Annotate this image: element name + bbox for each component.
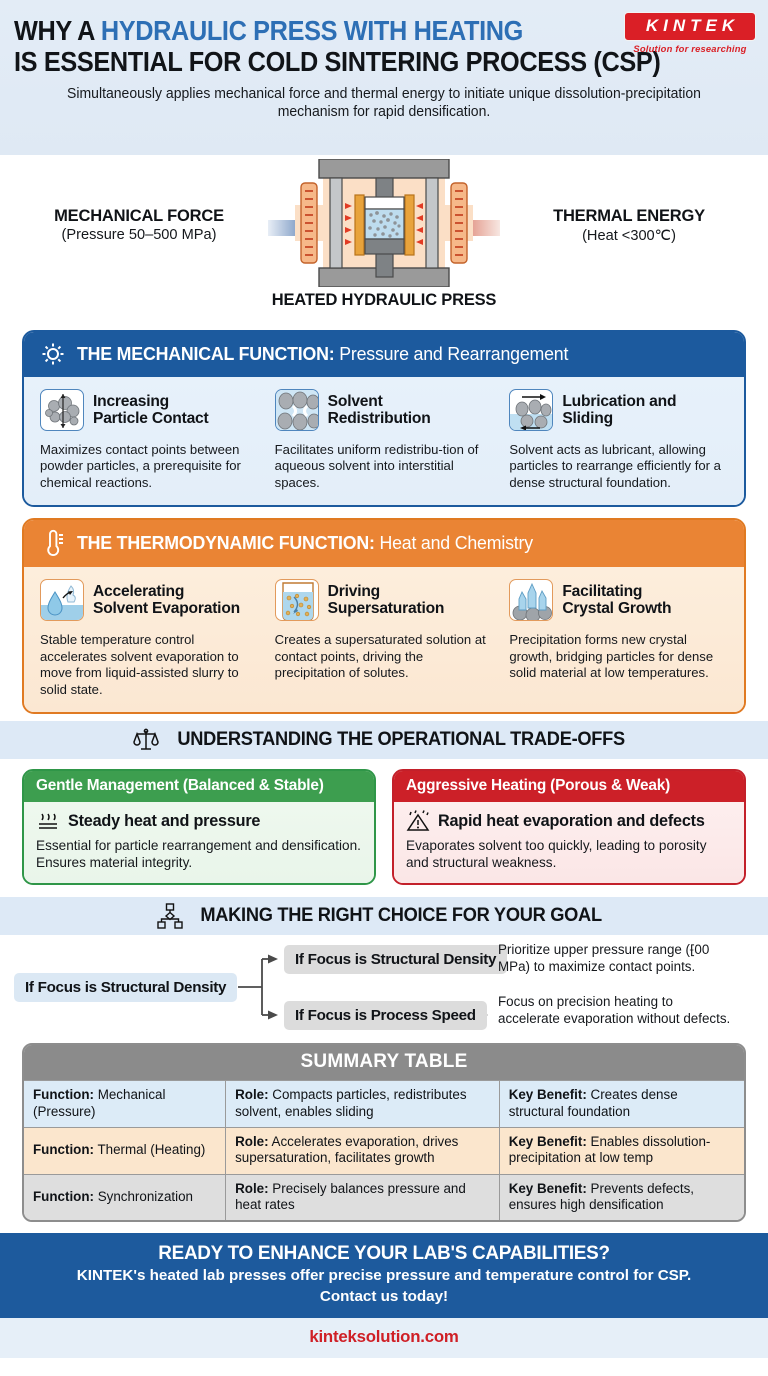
particles-cluster-icon xyxy=(40,389,84,431)
table-cell-function xyxy=(24,1128,226,1175)
table-cell-function xyxy=(24,1081,226,1128)
balance-scale-icon xyxy=(133,727,159,753)
mechanical-force-sub: (Pressure 50–500 MPa) xyxy=(61,227,217,243)
card-title-line1: Solvent xyxy=(327,392,383,410)
table-cell-benefit xyxy=(499,1174,744,1220)
cell-label: Role: xyxy=(235,1134,269,1150)
tradeoff-good-title: Steady heat and pressure xyxy=(68,811,261,830)
tradeoff-bad-header: Aggressive Heating (Porous & Weak) xyxy=(394,771,744,802)
tradeoff-good-title-row xyxy=(36,809,362,833)
thermodynamic-panel-title-rest: Heat and Chemistry xyxy=(374,532,533,554)
card-title-line1: Lubrication and xyxy=(562,392,677,410)
tradeoff-good-text: Essential for particle rearrangement and densification. Ensures material integrity. xyxy=(36,838,361,871)
decision-tree xyxy=(0,935,768,1043)
card-header xyxy=(275,577,494,623)
cell-label: Key Benefit: xyxy=(508,1134,587,1150)
card-title-line2: Crystal Growth xyxy=(562,600,672,618)
card-description: Stable temperature control accelerates solvent evaporation to move from liquid-assisted slurry to solid state. xyxy=(40,632,239,697)
tradeoffs-band xyxy=(0,721,768,759)
mechanical-panel-title-rest: Pressure and Rearrangement xyxy=(334,343,569,364)
cell-value: Creates dense structural foundation xyxy=(508,1087,678,1119)
card-accelerating-solvent-evaporation xyxy=(36,577,263,698)
card-title-line2: Particle Contact xyxy=(93,410,209,427)
card-title xyxy=(562,393,676,427)
table-cell-role xyxy=(226,1128,500,1175)
sliding-particles-icon xyxy=(509,389,553,431)
decision-branch-2-pill[interactable]: If Focus is Process Speed xyxy=(284,1001,487,1030)
page-title-line-2: IS ESSENTIAL FOR COLD SINTERING PROCESS (CSP) xyxy=(14,45,661,77)
logo-wordmark: KINTEK xyxy=(645,16,740,35)
table-cell-benefit xyxy=(499,1081,744,1128)
card-header xyxy=(509,387,728,433)
tradeoff-good-body xyxy=(24,802,374,883)
hero-diagram xyxy=(0,155,768,330)
decision-band xyxy=(0,897,768,935)
thermometer-icon xyxy=(40,529,66,557)
table-row xyxy=(24,1081,744,1128)
cell-label: Role: xyxy=(235,1180,269,1196)
tradeoff-card-gentle-management xyxy=(22,769,376,885)
card-header xyxy=(40,577,259,623)
mechanical-force-title: MECHANICAL FORCE xyxy=(54,207,224,225)
solvent-between-particles-icon xyxy=(275,389,319,431)
tradeoff-bad-title: Rapid heat evaporation and defects xyxy=(438,811,705,830)
card-description: Facilitates uniform redistribu-tion of aqueous solvent into interstitial spaces. xyxy=(274,442,479,490)
thermodynamic-function-panel xyxy=(22,518,746,714)
card-title-line1: Facilitating xyxy=(562,583,643,601)
cell-label: Key Benefit: xyxy=(508,1087,587,1103)
decision-branch-1-pill[interactable]: If Focus is Structural Density xyxy=(284,945,507,974)
cta-banner xyxy=(0,1233,768,1317)
summary-table xyxy=(22,1043,746,1222)
thermal-energy-sub: (Heat <300℃) xyxy=(582,228,676,244)
cell-label: Function: xyxy=(33,1087,94,1103)
mechanical-force-label xyxy=(14,207,264,243)
tradeoff-good-header: Gentle Management (Balanced & Stable) xyxy=(24,771,374,802)
card-driving-supersaturation xyxy=(271,577,498,698)
card-increasing-particle-contact xyxy=(36,387,263,491)
header xyxy=(0,0,768,155)
cell-label: Key Benefit: xyxy=(508,1180,587,1196)
cell-label: Function: xyxy=(33,1142,94,1158)
heated-hydraulic-press-illustration xyxy=(289,159,479,287)
kintek-logo[interactable] xyxy=(624,12,756,54)
card-title-line1: Increasing xyxy=(93,392,169,410)
tradeoffs-cards xyxy=(0,759,768,897)
tradeoff-card-aggressive-heating xyxy=(392,769,746,885)
logo-tagline: Solution for researching xyxy=(633,43,747,54)
card-solvent-redistribution xyxy=(271,387,498,491)
card-title-line1: Driving xyxy=(327,583,380,601)
card-title xyxy=(93,583,240,617)
footer xyxy=(0,1318,768,1358)
title-accent: HYDRAULIC PRESS WITH HEATING xyxy=(100,15,523,46)
cell-value: Mechanical (Pressure) xyxy=(33,1087,166,1119)
table-cell-role xyxy=(226,1174,500,1220)
mechanical-function-panel xyxy=(22,330,746,507)
thermodynamic-panel-title-bold: THE THERMODYNAMIC FUNCTION: xyxy=(77,532,375,554)
heat-waves-icon xyxy=(36,809,60,833)
mechanical-panel-title xyxy=(77,343,568,365)
page-title-line-1 xyxy=(14,16,695,47)
card-description: Solvent acts as lubricant, allowing particles to rearrange efficiently for a dense structural foundation. xyxy=(509,442,721,490)
card-title-line2: Sliding xyxy=(562,410,613,427)
thermodynamic-panel-title xyxy=(77,532,533,554)
mechanical-panel-title-bold: THE MECHANICAL FUNCTION: xyxy=(77,343,335,364)
decision-band-title: MAKING THE RIGHT CHOICE FOR YOUR GOAL xyxy=(200,905,603,927)
card-header xyxy=(275,387,494,433)
org-chart-icon xyxy=(157,903,183,929)
card-description: Precipitation forms new crystal growth, bridging particles for dense solid material at low temperatures. xyxy=(509,632,714,681)
table-row xyxy=(24,1128,744,1175)
card-title xyxy=(328,583,445,617)
card-facilitating-crystal-growth xyxy=(505,577,732,698)
thermal-energy-title: THERMAL ENERGY xyxy=(553,207,705,225)
table-row xyxy=(24,1174,744,1220)
card-title-line2: Redistribution xyxy=(327,410,431,427)
card-description: Maximizes contact points between powder particles, a prerequisite for chemical reactions. xyxy=(40,442,241,490)
decision-outcome-1: Prioritize upper pressure range (⹕00 MPa) to maximize contact points. xyxy=(498,942,710,974)
cta-subline-2: Contact us today! xyxy=(319,1287,449,1305)
tradeoff-bad-body xyxy=(394,802,744,883)
cell-value: Prevents defects, ensures high densification xyxy=(508,1180,695,1213)
cell-value: Accelerates evaporation, drives supersaturation, facilitates growth xyxy=(235,1134,459,1166)
website-url-link[interactable]: kinteksolution.com xyxy=(309,1326,459,1346)
card-header xyxy=(509,577,728,623)
page-subtitle: Simultaneously applies mechanical force and thermal energy to initiate unique dissolution-precipitation mechanism for rapid densification. xyxy=(67,85,701,120)
mechanical-panel-body xyxy=(24,377,744,505)
card-title-line1: Accelerating xyxy=(93,583,185,601)
summary-table-title: SUMMARY TABLE xyxy=(24,1045,744,1080)
title-prefix: WHY A xyxy=(14,15,101,46)
logo-badge xyxy=(624,12,756,41)
cell-value: Thermal (Heating) xyxy=(93,1142,206,1158)
cell-label: Role: xyxy=(235,1087,269,1103)
decision-root-pill[interactable]: If Focus is Structural Density xyxy=(14,973,237,1002)
summary-table-grid xyxy=(24,1080,744,1220)
card-title-line2: Supersaturation xyxy=(327,600,445,618)
cell-value: Compacts particles, redistributes solvent, enables sliding xyxy=(235,1087,467,1119)
crystal-growth-icon xyxy=(509,579,553,621)
tradeoff-bad-title-row xyxy=(406,809,732,833)
table-cell-function xyxy=(24,1174,226,1220)
thermal-energy-label xyxy=(504,207,754,244)
cell-value: Enables dissolution-precipitation at low temp xyxy=(508,1134,711,1166)
cta-headline: READY TO ENHANCE YOUR LAB'S CAPABILITIES? xyxy=(158,1242,610,1265)
card-title xyxy=(328,393,431,427)
table-cell-benefit xyxy=(499,1128,744,1175)
cell-value: Synchronization xyxy=(93,1188,193,1204)
card-header xyxy=(40,387,259,433)
cell-value: Precisely balances pressure and heat rates xyxy=(235,1180,466,1213)
warning-triangle-icon xyxy=(406,809,430,833)
water-droplet-evaporation-icon xyxy=(40,579,84,621)
mechanical-panel-header xyxy=(24,332,744,377)
decision-outcome-2: Focus on precision heating to accelerate evaporation without defects. xyxy=(498,994,731,1026)
tradeoff-bad-text: Evaporates solvent too quickly, leading to porosity and structural weakness. xyxy=(406,838,707,871)
cell-label: Function: xyxy=(33,1188,94,1204)
hero-caption: HEATED HYDRAULIC PRESS xyxy=(271,291,497,309)
card-lubrication-and-sliding xyxy=(505,387,732,491)
card-description: Creates a supersaturated solution at contact points, driving the precipitation of solutes. xyxy=(274,632,486,681)
card-title-line2: Solvent Evaporation xyxy=(93,600,240,618)
card-title xyxy=(93,393,209,427)
gear-icon xyxy=(40,341,66,367)
thermodynamic-panel-header xyxy=(24,520,744,567)
table-cell-role xyxy=(226,1081,500,1128)
card-title xyxy=(562,583,671,617)
tradeoffs-band-title: UNDERSTANDING THE OPERATIONAL TRADE-OFFS xyxy=(177,729,626,751)
cta-subline-1: KINTEK's heated lab presses offer precise pressure and temperature control for CSP. xyxy=(76,1267,692,1285)
beaker-solutes-icon xyxy=(275,579,319,621)
thermodynamic-panel-body xyxy=(24,567,744,712)
